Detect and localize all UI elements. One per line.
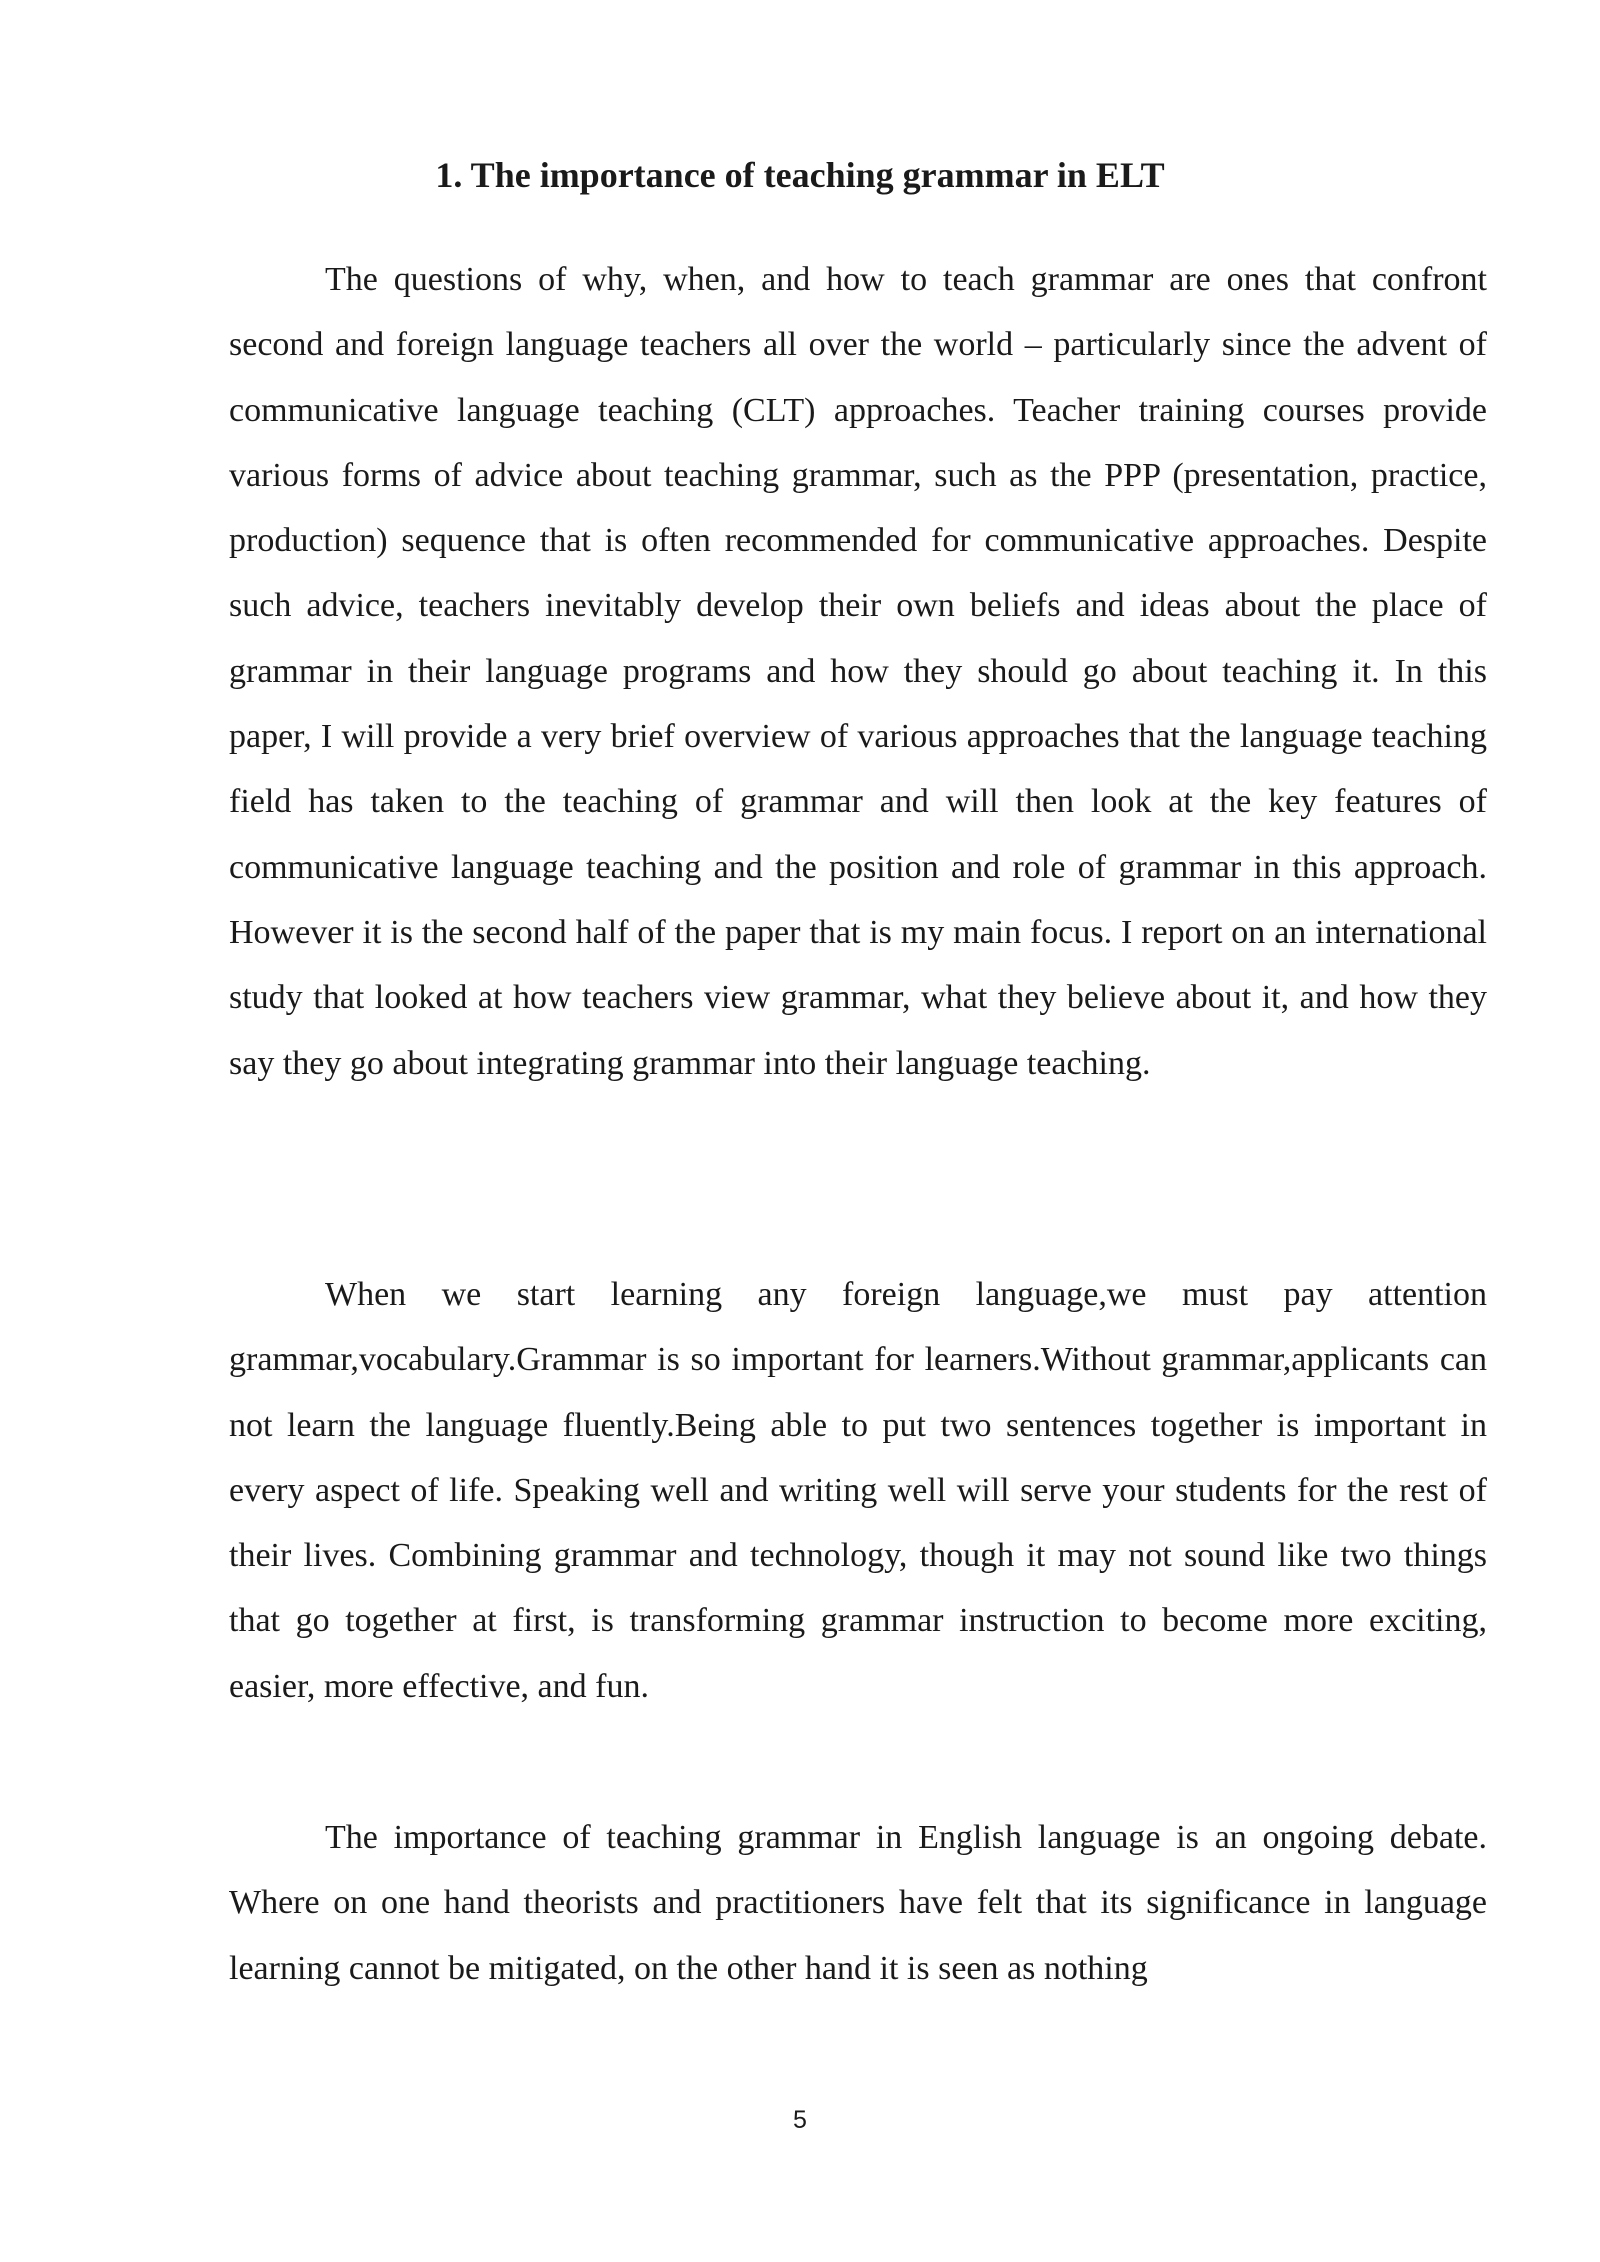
section-heading: 1. The importance of teaching grammar in ELT	[435, 155, 1165, 195]
paragraph-3: The importance of teaching grammar in English language is an ongoing debate. Where on one hand theorists and practitioners have felt that its significance in language learning cannot be mitigated, on the other hand it is seen as nothing	[229, 1819, 1487, 1987]
paragraph-2: When we start learning any foreign language,we must pay attention grammar,vocabulary.Grammar is so important for learners.Without grammar,applicants can not learn the language fluently.Being able to put two sentences together is important in every aspect of life. Speaking well and writing well will serve your students for the rest of their lives. Combining grammar and technology, though it may not sound like two things that go together at first, is transforming grammar instruction to become more exciting, easier, more effective, and fun.	[229, 1276, 1487, 1705]
page-number: 5	[793, 2106, 807, 2134]
paragraph-1: The questions of why, when, and how to teach grammar are ones that confront second and foreign language teachers all over the world – particularly since the advent of communicative language teaching (CLT) approaches. Teacher training courses provide various forms of advice about teaching grammar, such as the PPP (presentation, practice, production) sequence that is often recommended for communicative approaches. Despite such advice, teachers inevitably develop their own beliefs and ideas about the place of grammar in their language programs and how they should go about teaching it. In this paper, I will provide a very brief overview of various approaches that the language teaching field has taken to the teaching of grammar and will then look at the key features of communicative language teaching and the position and role of grammar in this approach. However it is the second half of the paper that is my main focus. I report on an international study that looked at how teachers view grammar, what they believe about it, and how they say they go about integrating grammar into their language teaching.	[229, 261, 1487, 1082]
